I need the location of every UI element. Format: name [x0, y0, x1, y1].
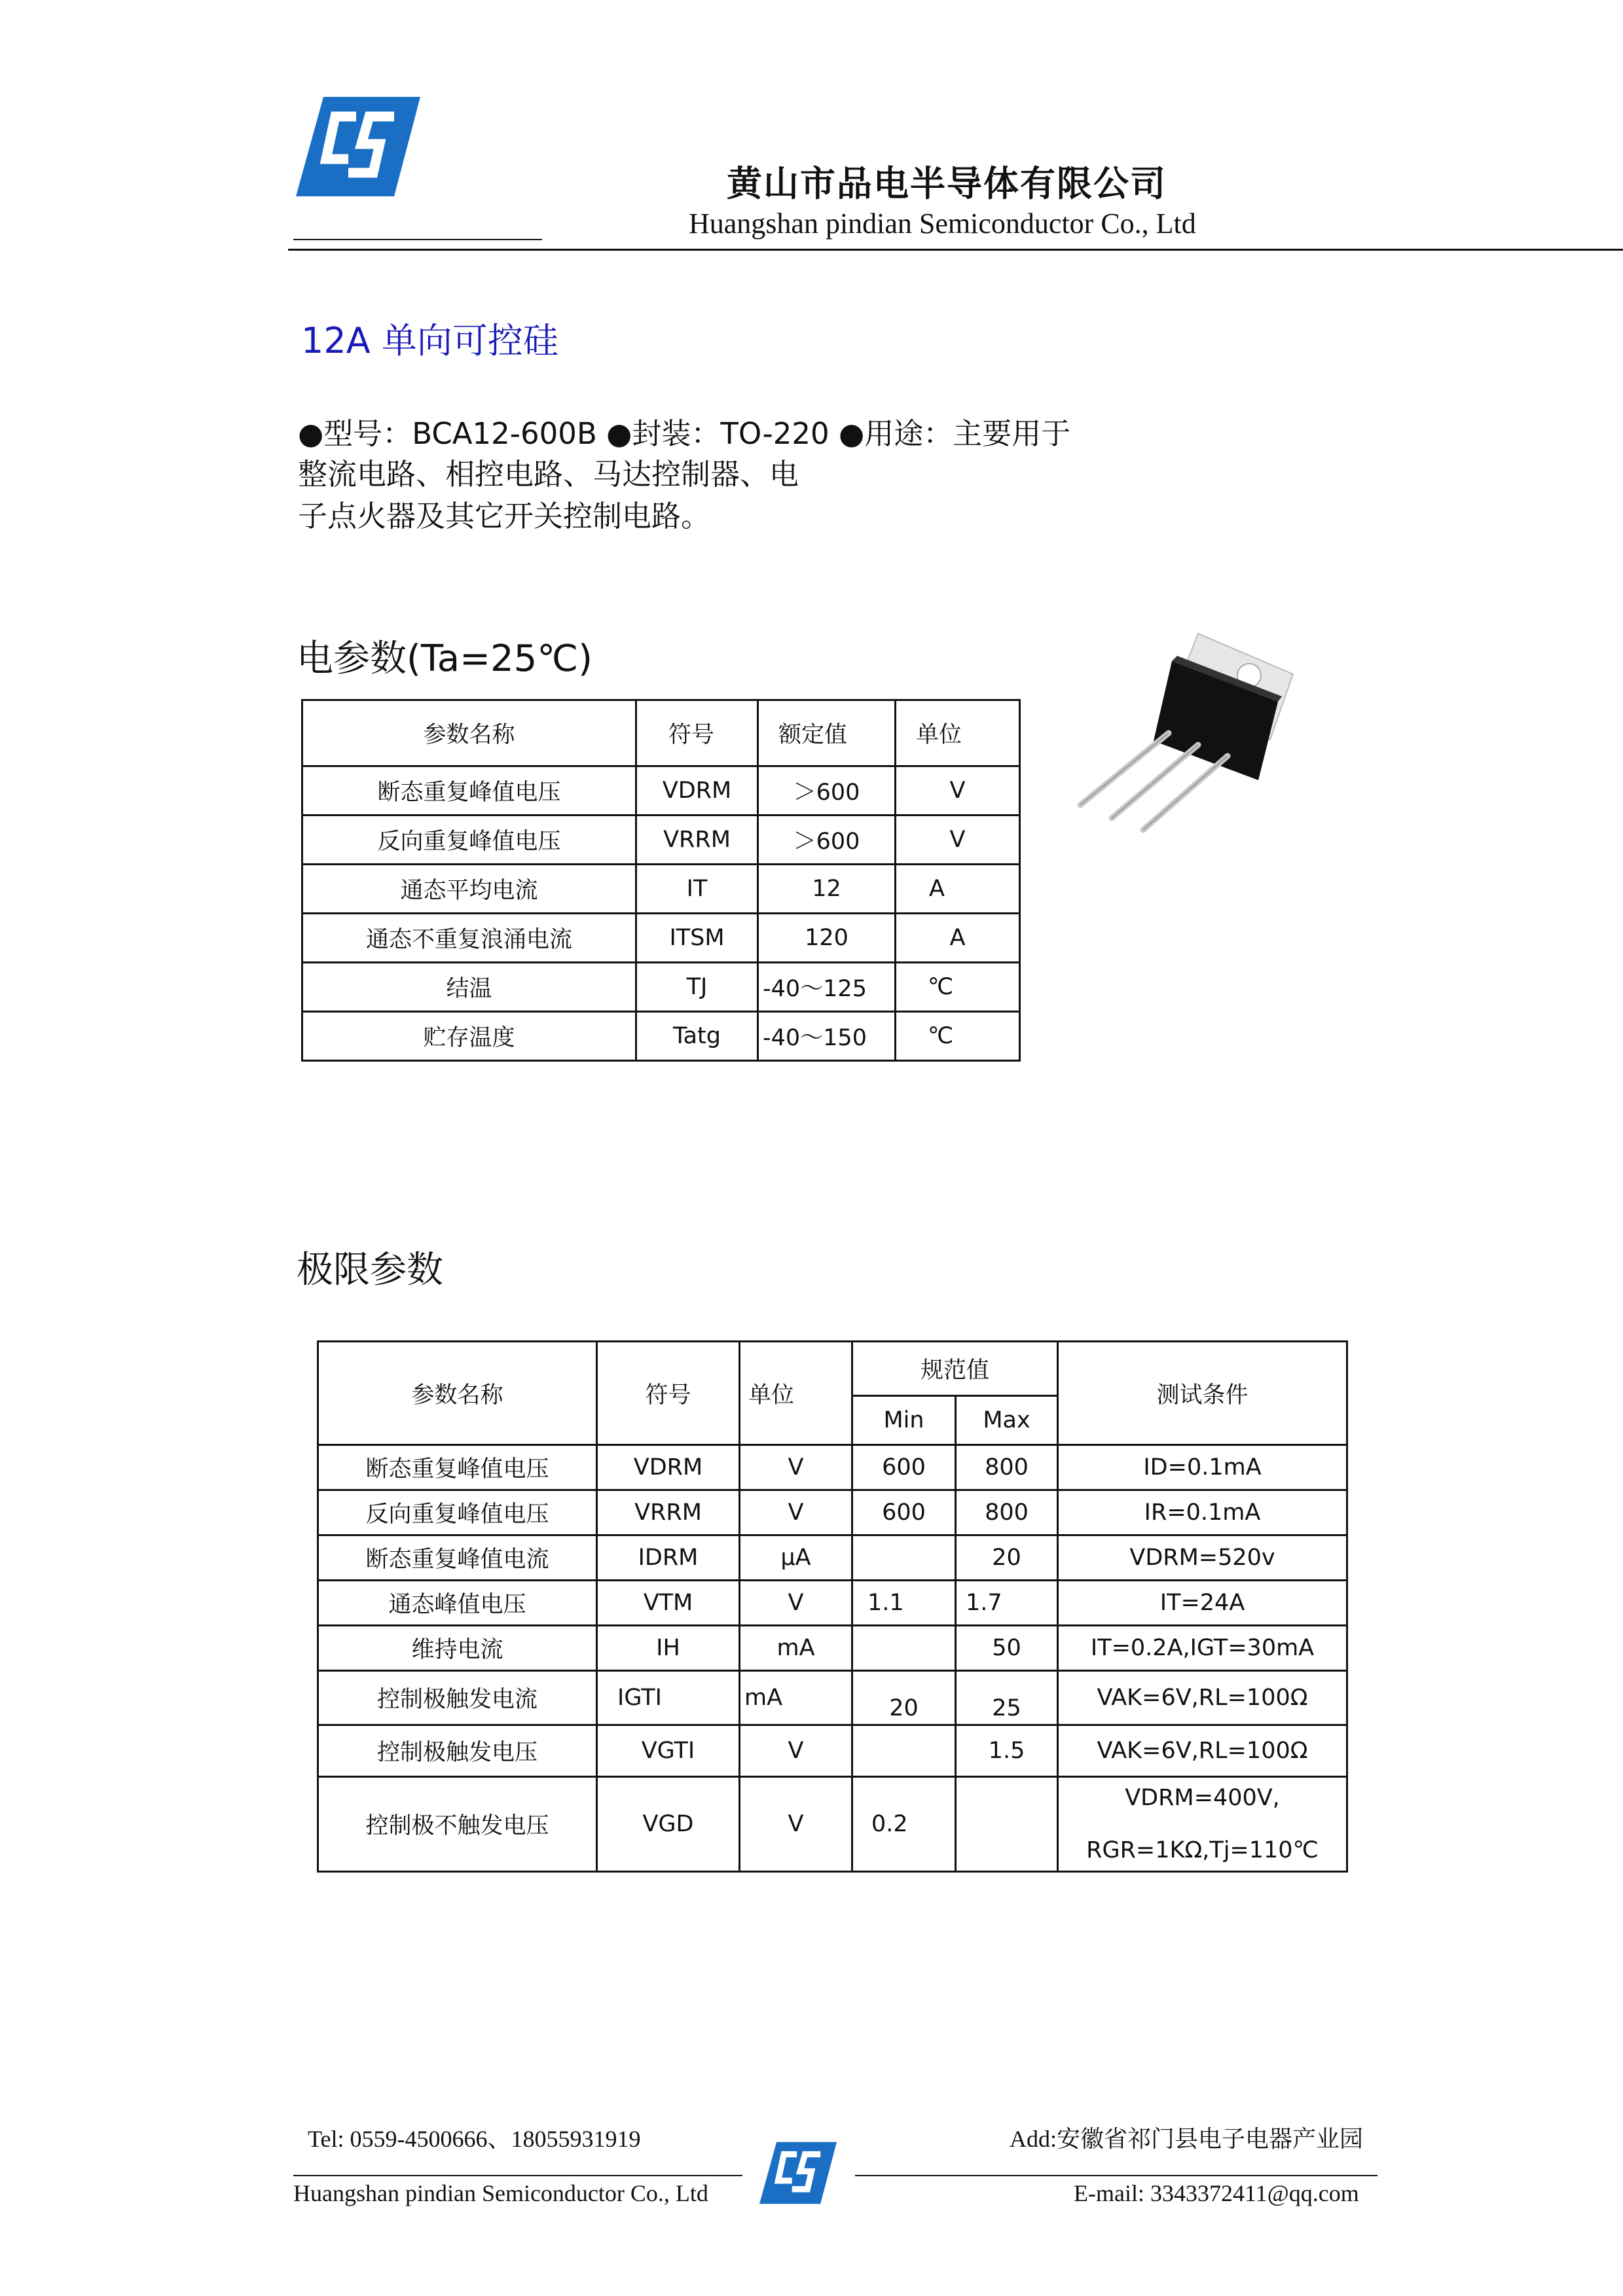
param-name: 结温: [302, 963, 636, 1012]
param-symbol: VGTI: [597, 1725, 740, 1777]
param-symbol: VTM: [597, 1581, 740, 1626]
param-symbol: VDRM: [636, 766, 758, 816]
param-max: 25: [956, 1671, 1058, 1725]
param-name: 通态峰值电压: [318, 1581, 597, 1626]
param-unit: V: [740, 1777, 852, 1872]
table-header-row: [302, 700, 1020, 766]
param-value: ＞600: [758, 766, 896, 816]
param-symbol: VGD: [597, 1777, 740, 1872]
param-max: 20: [956, 1535, 1058, 1581]
param-symbol: Tatg: [636, 1012, 758, 1061]
table-row: [302, 816, 1020, 865]
table-row: [302, 963, 1020, 1012]
footer-rule-right: [855, 2175, 1377, 2176]
param-unit: mA: [740, 1626, 852, 1671]
header-cell: 符号: [597, 1342, 740, 1445]
param-min: 20: [852, 1671, 956, 1725]
electrical-params-title: 电参数(Ta=25℃): [297, 637, 593, 680]
param-unit: μA: [740, 1535, 852, 1581]
param-name: 反向重复峰值电压: [302, 816, 636, 865]
param-name: 控制极触发电压: [318, 1725, 597, 1777]
header-cell: Min: [852, 1396, 956, 1445]
param-condition: ID=0.1mA: [1058, 1445, 1347, 1490]
param-name: 通态不重复浪涌电流: [302, 914, 636, 963]
footer-email: E-mail: 3343372411@qq.com: [1074, 2180, 1359, 2206]
param-condition: VAK=6V,RL=100Ω: [1058, 1671, 1347, 1725]
param-condition: [1058, 1777, 1347, 1872]
company-name-cn: 黄山市品电半导体有限公司: [727, 163, 1167, 204]
param-max: 800: [956, 1445, 1058, 1490]
product-description-line: ●型号：BCA12-600B ●封装：TO-220 ●用途：主要用于: [298, 416, 1071, 451]
param-min: [852, 1535, 956, 1581]
param-min: 0.2: [852, 1777, 956, 1872]
param-unit: V: [740, 1490, 852, 1535]
table-row: [302, 865, 1020, 914]
header-cell: 规范值: [852, 1342, 1058, 1396]
param-value: 120: [758, 914, 896, 963]
header-cell: 额定值: [758, 700, 896, 766]
param-unit: ℃: [896, 1012, 1020, 1061]
param-max: 50: [956, 1626, 1058, 1671]
header-rule: [288, 249, 1623, 251]
param-unit: V: [740, 1581, 852, 1626]
param-unit: V: [740, 1725, 852, 1777]
product-title: 12A 单向可控硅: [301, 320, 558, 361]
param-condition: IT=0.2A,IGT=30mA: [1058, 1626, 1347, 1671]
table-row: [302, 766, 1020, 816]
param-min: 1.1: [852, 1581, 956, 1626]
table-row: [318, 1671, 1347, 1725]
header-cell: 参数名称: [318, 1342, 597, 1445]
param-symbol: VDRM: [597, 1445, 740, 1490]
product-description-line: 整流电路、相控电路、马达控制器、电: [298, 457, 799, 492]
table-row: [302, 914, 1020, 963]
company-logo-icon: [759, 2140, 837, 2206]
limit-params-title: 极限参数: [297, 1249, 443, 1291]
param-unit: mA: [740, 1671, 852, 1725]
param-max: [956, 1777, 1058, 1872]
param-name: 通态平均电流: [302, 865, 636, 914]
param-name: 维持电流: [318, 1626, 597, 1671]
param-name: 控制极不触发电压: [318, 1777, 597, 1872]
param-unit: V: [740, 1445, 852, 1490]
param-condition: IR=0.1mA: [1058, 1490, 1347, 1535]
param-min: 600: [852, 1490, 956, 1535]
electrical-params-table: [301, 699, 1021, 1062]
company-logo-icon: [296, 97, 420, 196]
table-row: [318, 1626, 1347, 1671]
param-unit: ℃: [896, 963, 1020, 1012]
header-cell: 单位: [896, 700, 1020, 766]
param-unit: V: [896, 816, 1020, 865]
param-symbol: IT: [636, 865, 758, 914]
footer-address: Add:安徽省祁门县电子电器产业园: [1010, 2126, 1364, 2152]
param-min: 600: [852, 1445, 956, 1490]
footer-company-en: Huangshan pindian Semiconductor Co., Ltd: [293, 2180, 708, 2206]
param-symbol: TJ: [636, 963, 758, 1012]
header-cell: 符号: [636, 700, 758, 766]
param-max: 1.7: [956, 1581, 1058, 1626]
param-name: 控制极触发电流: [318, 1671, 597, 1725]
footer-tel: Tel: 0559-4500666、18055931919: [308, 2126, 641, 2152]
table-row: [318, 1777, 1347, 1872]
param-name: 贮存温度: [302, 1012, 636, 1061]
param-condition: VDRM=520v: [1058, 1535, 1347, 1581]
product-description-line: 子点火器及其它开关控制电路。: [298, 499, 711, 533]
param-unit: A: [896, 914, 1020, 963]
limit-params-table: [317, 1340, 1348, 1873]
param-value: ＞600: [758, 816, 896, 865]
param-max: 1.5: [956, 1725, 1058, 1777]
header-cell: 参数名称: [302, 700, 636, 766]
table-row: [318, 1445, 1347, 1490]
table-row: [302, 1012, 1020, 1061]
param-symbol: IDRM: [597, 1535, 740, 1581]
param-condition: VAK=6V,RL=100Ω: [1058, 1725, 1347, 1777]
param-max: 800: [956, 1490, 1058, 1535]
condition-line: RGR=1KΩ,Tj=110℃: [1086, 1837, 1319, 1863]
param-name: 断态重复峰值电压: [302, 766, 636, 816]
header-cell: 测试条件: [1058, 1342, 1347, 1445]
footer-rule-left: [293, 2175, 742, 2176]
param-unit: V: [896, 766, 1020, 816]
table-row: [318, 1490, 1347, 1535]
table-row: [318, 1535, 1347, 1581]
to220-package-image: [1074, 628, 1309, 838]
param-value: -40～150: [758, 1012, 896, 1061]
param-symbol: VRRM: [636, 816, 758, 865]
param-value: -40～125: [758, 963, 896, 1012]
header-cell: 单位: [740, 1342, 852, 1445]
param-name: 断态重复峰值电流: [318, 1535, 597, 1581]
param-symbol: IH: [597, 1626, 740, 1671]
param-symbol: ITSM: [636, 914, 758, 963]
header-cell: Max: [956, 1396, 1058, 1445]
company-name-en: Huangshan pindian Semiconductor Co., Ltd: [689, 207, 1196, 240]
header-rule-short: [293, 239, 542, 240]
param-min: [852, 1626, 956, 1671]
param-condition: IT=24A: [1058, 1581, 1347, 1626]
condition-line: VDRM=400V,: [1125, 1785, 1280, 1811]
table-row: [318, 1581, 1347, 1626]
param-value: 12: [758, 865, 896, 914]
param-name: 反向重复峰值电压: [318, 1490, 597, 1535]
param-min: [852, 1725, 956, 1777]
param-name: 断态重复峰值电压: [318, 1445, 597, 1490]
param-symbol: IGTI: [597, 1671, 740, 1725]
param-unit: A: [896, 865, 1020, 914]
param-symbol: VRRM: [597, 1490, 740, 1535]
table-header-row: [318, 1342, 1347, 1396]
table-row: [318, 1725, 1347, 1777]
